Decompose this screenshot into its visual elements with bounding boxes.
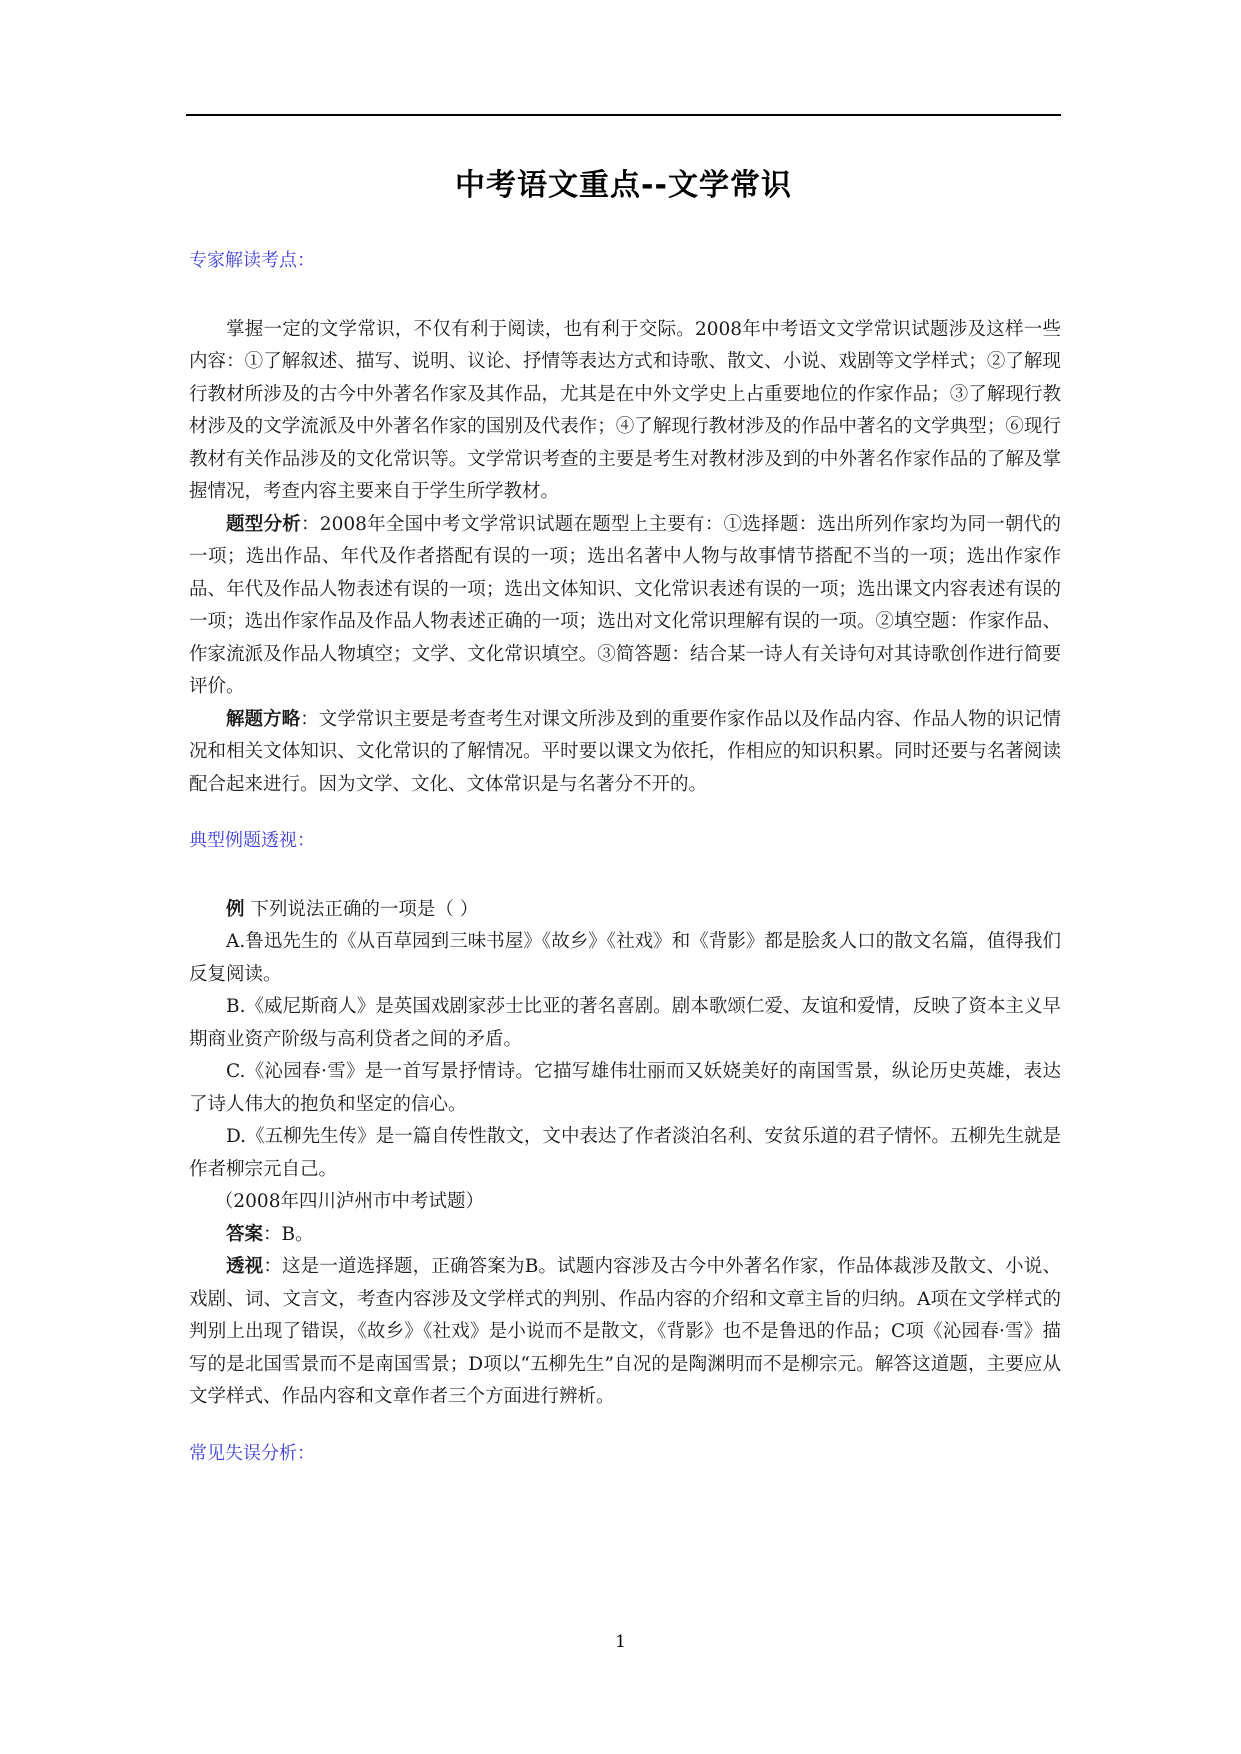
answer-text: ：B。 [263, 1223, 314, 1245]
page-title: 中考语文重点--文学常识 [455, 168, 792, 203]
analysis-text: ：2008年全国中考文学常识试题在题型上主要有：①选择题：选出所列作家均为同一朝代的一项；选出作品、年代及作者搭配有误的一项；选出名著中人物与故事情节搭配不当的一项；选出作家作品、年代及作品人物表述有误的一项；选出文体知识、文化常识表述有误的一项；选出课文内容表述有误的一项；选出作家作品及作品人物表述正确的一项；选出对文化常识理解有误的一项。②填空题：作家作品、作家流派及作品人物填空；文学、文化常识填空。③简答题：结合某一诗人有关诗句对其诗歌创作进行简要评价。 [189, 513, 1061, 697]
option-b: B.《威尼斯商人》是英国戏剧家莎士比亚的著名喜剧。剧本歌颂仁爱、友谊和爱情，反映了资本主义早期商业资产阶级与高利贷者之间的矛盾。 [189, 996, 1061, 1050]
section-heading-example: 典型例题透视： [189, 830, 315, 851]
insight-paragraph [189, 1251, 1061, 1414]
insight-text: ：这是一道选择题，正确答案为B。试题内容涉及古今中外著名作家，作品体裁涉及散文、小说、戏剧、词、文言文，考查内容涉及文学样式的判别、作品内容的介绍和文章主旨的归纳。A项在文学样式的判别上出现了错误，《故乡》《社戏》是小说而不是散文，《背影》也不是鲁迅的作品；C项《沁园春·雪》描写的是北国雪景而不是南国雪景；D项以“五柳先生”自况的是陶渊明而不是柳宗元。解答这道题，主要应从文学样式、作品内容和文章作者三个方面进行辨析。 [189, 1256, 1061, 1407]
option-c: C.《沁园春·雪》是一首写景抒情诗。它描写雄伟壮丽而又妖娆美好的南国雪景，纵论历史英雄，表达了诗人伟大的抱负和坚定的信心。 [189, 1061, 1061, 1115]
page-number: 1 [615, 1632, 626, 1652]
analysis-paragraph [189, 509, 1061, 704]
option-a: A.鲁迅先生的《从百草园到三味书屋》《故乡》《社戏》和《背影》都是脍炙人口的散文名篇，值得我们反复阅读。 [189, 931, 1061, 985]
section-heading-mistakes: 常见失误分析： [189, 1442, 315, 1464]
analysis-label: 题型分析 [226, 513, 302, 535]
header-rule [186, 114, 1061, 116]
question-source: （2008年四川泸州市中考试题） [214, 1191, 484, 1212]
option-d: D.《五柳先生传》是一篇自传性散文，文中表达了作者淡泊名利、安贫乐道的君子情怀。五柳先生就是作者柳宗元自己。 [189, 1126, 1061, 1180]
strategy-label: 解题方略 [226, 708, 301, 730]
expert-paragraph: 掌握一定的文学常识，不仅有利于阅读，也有利于交际。2008年中考语文文学常识试题涉及这样一些内容：①了解叙述、描写、说明、议论、抒情等表达方式和诗歌、散文、小说、戏剧等文学样式；②了解现行教材所涉及的古今中外著名作家及其作品，尤其是在中外文学史上占重要地位的作家作品；③了解现行教材涉及的文学流派及中外著名作家的国别及代表作；④了解现行教材涉及的作品中著名的文学典型；⑥现行教材有关作品涉及的文化常识等。文学常识考查的主要是考生对教材涉及到的中外著名作家作品的了解及掌握情况，考查内容主要来自于学生所学教材。 [189, 318, 1061, 502]
answer-line [189, 1219, 1061, 1252]
strategy-paragraph [189, 704, 1061, 802]
question-label: 例 [226, 898, 245, 920]
example-question [189, 894, 1061, 927]
answer-label: 答案 [226, 1223, 264, 1245]
strategy-text: ：文学常识主要是考查考生对课文所涉及到的重要作家作品以及作品内容、作品人物的识记情况和相关文体知识、文化常识的了解情况。平时要以课文为依托，作相应的知识积累。同时还要与名著阅读配合起来进行。因为文学、文化、文体常识是与名著分不开的。 [189, 708, 1061, 795]
section-heading-expert: 专家解读考点： [189, 250, 315, 271]
document-body [189, 245, 1061, 1470]
question-text: 下列说法正确的一项是（ ） [244, 898, 479, 920]
insight-label: 透视 [226, 1256, 264, 1277]
